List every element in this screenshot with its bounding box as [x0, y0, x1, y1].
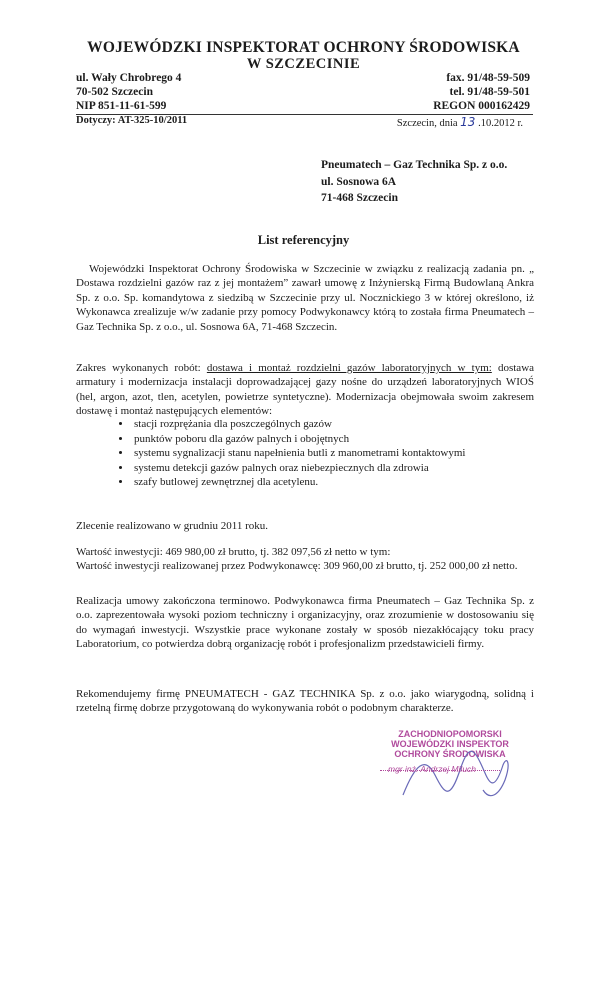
- recipient-city: 71-468 Szczecin: [321, 192, 398, 204]
- paragraph-intro: Wojewódzki Inspektorat Ochrony Środowiska w Szczecinie w związku z realizacją zadania pn. „ Dostawa rozdzielni gazów raz z jej montażem” zawarł umowę z Inżynierską Firmą Budowlaną Ankra Sp. z o.o. Sp. komandytowa z siedzibą w Szczecinie przy ul. Nocznickiego 3 w której określono, iż Wykonawca zrealizuje w/w zadanie przy pomocy Podwykonawcy którą to została firma Pneumatech – Gaz Technika Sp. z o.o., ul. Sosnowa 6A, 71-468 Szczecin.: [76, 263, 534, 333]
- list-item: • stacji rozprężania dla poszczególnych gazów: [132, 417, 465, 432]
- paragraph-realization-date: Zlecenie realizowano w grudniu 2011 roku.: [76, 520, 269, 532]
- street-address: ul. Wały Chrobrego 4: [76, 72, 182, 84]
- scope-rest: dostawa armatury i modernizacja instalacji doprowadzającej gazy nośne do urządzeń laboratoryjnych WIOŚ (hel, argon, azot, tlen, acetylen, powietrze syntetyczne). Modernizacja obejmowała swoim zakresem dostawę i montaż następujących elementów:: [76, 362, 535, 418]
- postal-city: 70-502 Szczecin: [76, 86, 153, 98]
- paragraph-scope: [76, 361, 534, 419]
- nip-number: NIP 851-11-61-599: [76, 100, 167, 112]
- list-item: • szafy butlowej zewnętrznej dla acetylenu.: [132, 475, 465, 490]
- city-date: [397, 115, 523, 129]
- city-date-prefix: Szczecin, dnia: [396, 118, 458, 129]
- paragraph-recommendation: Rekomendujemy firmę PNEUMATECH - GAZ TECHNIKA Sp. z o.o. jako wiarygodną, solidną i rzetelną firmę dobrze przygotowaną do wykonywania robót o podobnym charakterze.: [76, 688, 534, 715]
- institution-title: WOJEWÓDZKI INSPEKTORAT OCHRONY ŚRODOWISKA: [87, 39, 520, 56]
- letter-title: List referencyjny: [257, 233, 350, 247]
- address-block-left: [76, 71, 181, 113]
- paragraph-assessment: Realizacja umowy zakończona terminowo. Podwykonawca firma Pneumatech – Gaz Technika Sp. z o.o. zaprezentowała wysoki poziom techniczny i organizacyjny, oraz zrozumienie w dostosowaniu się do wymagań inwestycji. Wszystkie prace wykonane zostały w sposób niezakłócający toku pracy Laboratorium, co potwierdza dobrą organizację robót i profesjonalizm przedstawicieli firmy.: [76, 595, 534, 651]
- list-item: • punktów poboru dla gazów palnych i obojętnych: [132, 432, 465, 447]
- scope-items-list: [118, 417, 465, 490]
- signatory-name: mgr inż. Andrzej Miluch: [388, 764, 477, 774]
- reference-number: Dotyczy: AT-325-10/2011: [76, 115, 188, 126]
- recipient-name: Pneumatech – Gaz Technika Sp. z o.o.: [321, 159, 508, 171]
- address-block-right: [433, 71, 530, 113]
- paragraph-investment-value: [76, 545, 534, 574]
- stamp-line: WOJEWÓDZKI INSPEKTOR: [391, 739, 509, 749]
- city-date-suffix: .10.2012 r.: [478, 118, 523, 129]
- handwritten-day: 13: [460, 115, 476, 129]
- scope-lead: Zakres wykonanych robót:: [76, 362, 207, 374]
- list-item: • systemu sygnalizacji stanu napełnienia butli z manometrami kontaktowymi: [132, 446, 465, 461]
- regon-number: REGON 000162429: [433, 100, 530, 112]
- scope-underlined: dostawa i montaż rozdzielni gazów laboratoryjnych w tym:: [206, 362, 492, 374]
- stamp-line: OCHRONY ŚRODOWISKA: [394, 749, 506, 759]
- investment-total: Wartość inwestycji: 469 980,00 zł brutto, tj. 382 097,56 zł netto w tym:: [76, 546, 391, 558]
- recipient-block: [321, 157, 507, 207]
- fax-number: fax. 91/48-59-509: [446, 72, 530, 84]
- investment-subcontractor: Wartość inwestycji realizowanej przez Podwykonawcę: 309 960,00 zł brutto, tj. 252 000,00 zł netto.: [76, 560, 518, 573]
- handwritten-signature: [395, 745, 515, 805]
- recipient-street: ul. Sosnowa 6A: [321, 175, 397, 188]
- institution-city: W SZCZECINIE: [246, 56, 361, 72]
- phone-number: tel. 91/48-59-501: [449, 86, 530, 98]
- list-item: • systemu detekcji gazów palnych oraz niebezpiecznych dla zdrowia: [132, 461, 465, 476]
- stamp-line: ZACHODNIOPOMORSKI: [398, 729, 502, 739]
